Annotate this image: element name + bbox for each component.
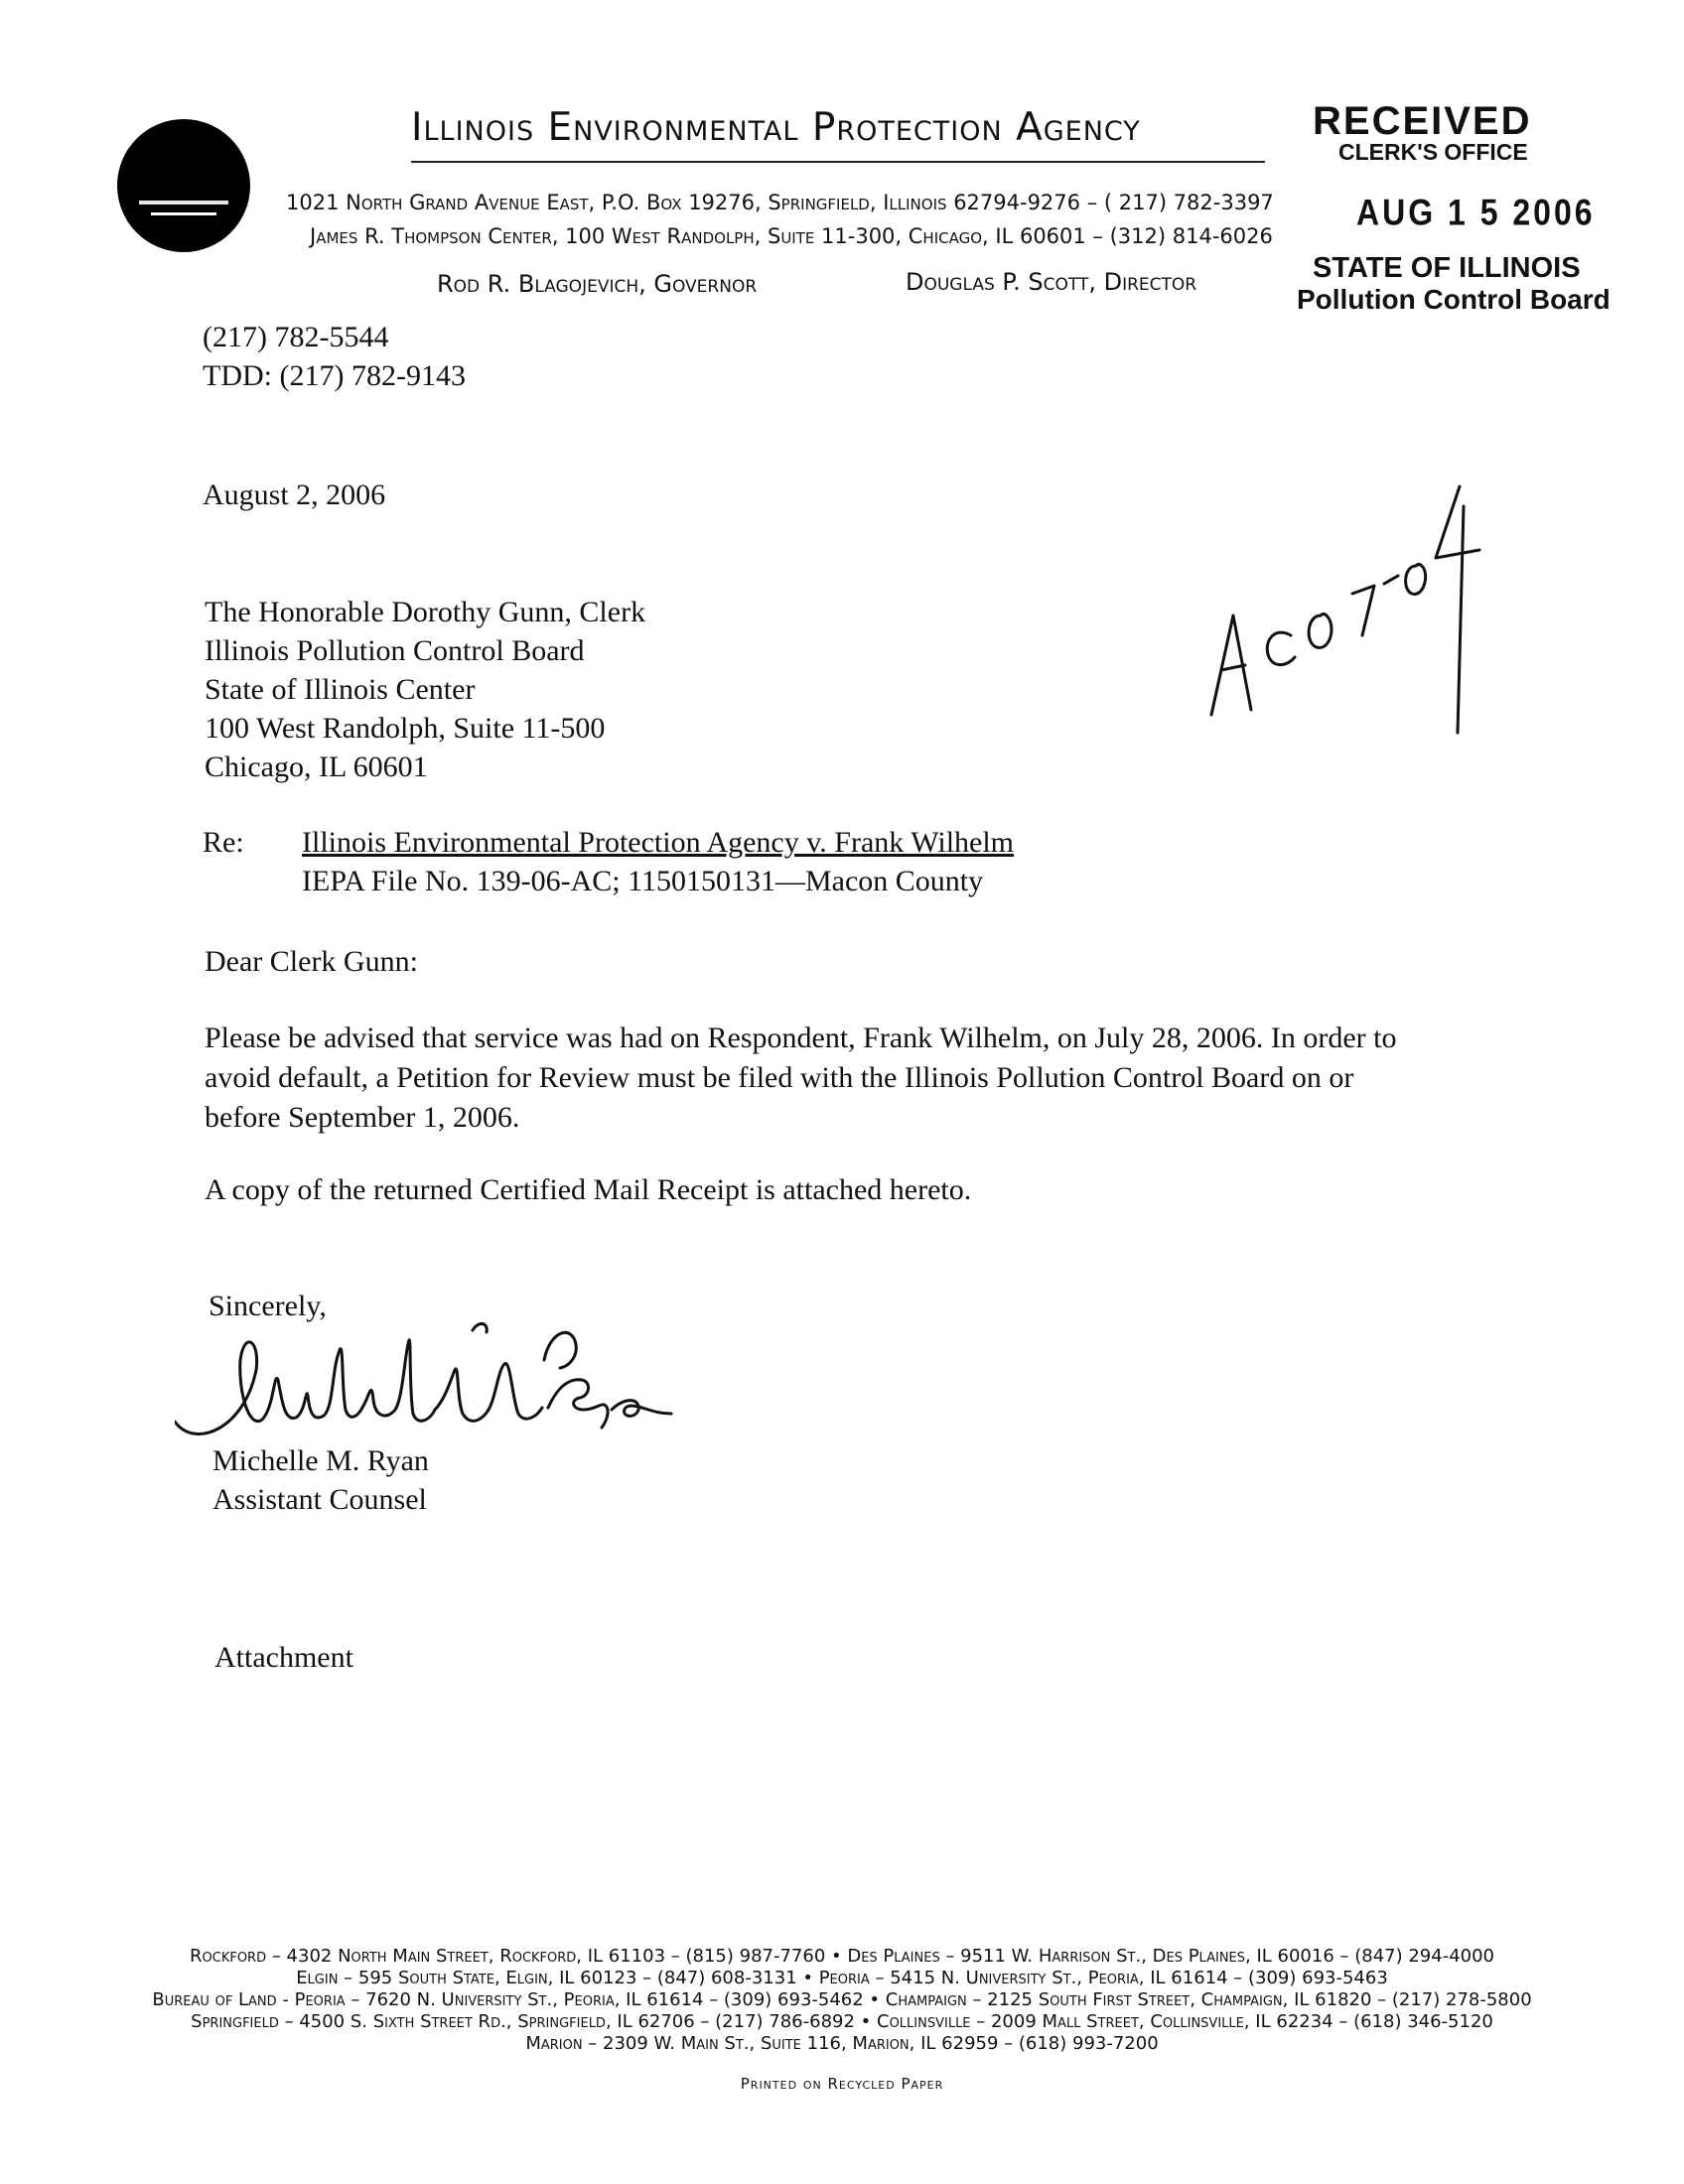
addressee-block [205, 593, 645, 786]
signer-title: Assistant Counsel [212, 1483, 427, 1516]
phone-line: (217) 782-5544 [203, 321, 389, 353]
case-file-number: IEPA File No. 139-06-AC; 1150150131—Macon County [302, 865, 984, 897]
recycled-paper-note: Printed on Recycled Paper [740, 2075, 944, 2093]
addressee-line: 100 West Randolph, Suite 11-500 [205, 712, 606, 745]
agency-name: Illinois Environmental Protection Agency [411, 105, 1141, 150]
footer-line: Elgin – 595 South State, Elgin, IL 60123 – (847) 608-3131 • Peoria – 5415 N. University St., Peoria, IL 61614 – (309) 693-5463 [296, 1968, 1388, 1988]
addressee-line: Chicago, IL 60601 [205, 751, 428, 783]
agency-phone-numbers [203, 318, 466, 395]
received-stamp-date: AUG 1 5 2006 [1356, 192, 1596, 233]
chicago-address: James R. Thompson Center, 100 West Randolph, Suite 11-300, Chicago, IL 60601 – (312) 814-6026 [310, 224, 1273, 248]
springfield-address: 1021 North Grand Avenue East, P.O. Box 19276, Springfield, Illinois 62794-9276 – ( 217) 782-3397 [286, 191, 1274, 214]
case-title: Illinois Environmental Protection Agency v. Frank Wilhelm [302, 826, 1015, 859]
signature-image [175, 1310, 790, 1459]
footer-line: Marion – 2309 W. Main St., Suite 116, Marion, IL 62959 – (618) 993-7200 [525, 2033, 1159, 2054]
footer-line: Bureau of Land - Peoria – 7620 N. University St., Peoria, IL 61614 – (309) 693-5462 • Champaign – 2125 South First Street, Champaign, IL 61820 – (217) 278-5800 [152, 1989, 1532, 2010]
re-label: Re: [203, 826, 244, 859]
footer-line: Springfield – 4500 S. Sixth Street Rd., Springfield, IL 62706 – (217) 786-6892 • Collinsville – 2009 Mall Street, Collinsville, IL 62234 – (618) 346-5120 [191, 2011, 1493, 2032]
received-stamp-state: STATE OF ILLINOIS [1313, 252, 1581, 284]
logo-stripe [139, 201, 228, 205]
salutation: Dear Clerk Gunn: [205, 945, 418, 978]
logo-stripe [151, 212, 216, 215]
closing: Sincerely, [209, 1290, 327, 1322]
signer-block [212, 1441, 429, 1519]
tdd-line: TDD: (217) 782-9143 [203, 359, 466, 392]
addressee-line: The Honorable Dorothy Gunn, Clerk [205, 596, 646, 628]
addressee-line: State of Illinois Center [205, 673, 476, 706]
director-name: Douglas P. Scott, Director [906, 268, 1197, 296]
attachment-paragraph: A copy of the returned Certified Mail Receipt is attached hereto. [205, 1173, 972, 1206]
signer-name: Michelle M. Ryan [212, 1444, 429, 1477]
agency-logo [117, 119, 250, 252]
re-block [302, 823, 1014, 900]
attachment-label: Attachment [214, 1641, 353, 1674]
received-stamp-office: CLERK'S OFFICE [1338, 139, 1528, 165]
paragraph-line: Please be advised that service was had on Respondent, Frank Wilhelm, on July 28, 2006. In order to [205, 1022, 1397, 1054]
paragraph-line: avoid default, a Petition for Review must be filed with the Illinois Pollution Control Board on or [205, 1061, 1354, 1094]
received-stamp-board: Pollution Control Board [1297, 284, 1611, 315]
regional-offices-footer [0, 1946, 1684, 2055]
handwritten-docket-note [1203, 467, 1501, 754]
received-stamp-title: RECEIVED [1313, 99, 1532, 143]
paragraph-line: before September 1, 2006. [205, 1101, 520, 1134]
letterhead-rule [411, 161, 1265, 163]
service-paragraph [205, 1019, 1397, 1138]
governor-name: Rod R. Blagojevich, Governor [437, 270, 758, 298]
addressee-line: Illinois Pollution Control Board [205, 634, 585, 667]
footer-line: Rockford – 4302 North Main Street, Rockford, IL 61103 – (815) 987-7760 • Des Plaines – 9511 W. Harrison St., Des Plaines, IL 60016 – (847) 294-4000 [190, 1946, 1494, 1967]
letter-date: August 2, 2006 [203, 478, 386, 511]
